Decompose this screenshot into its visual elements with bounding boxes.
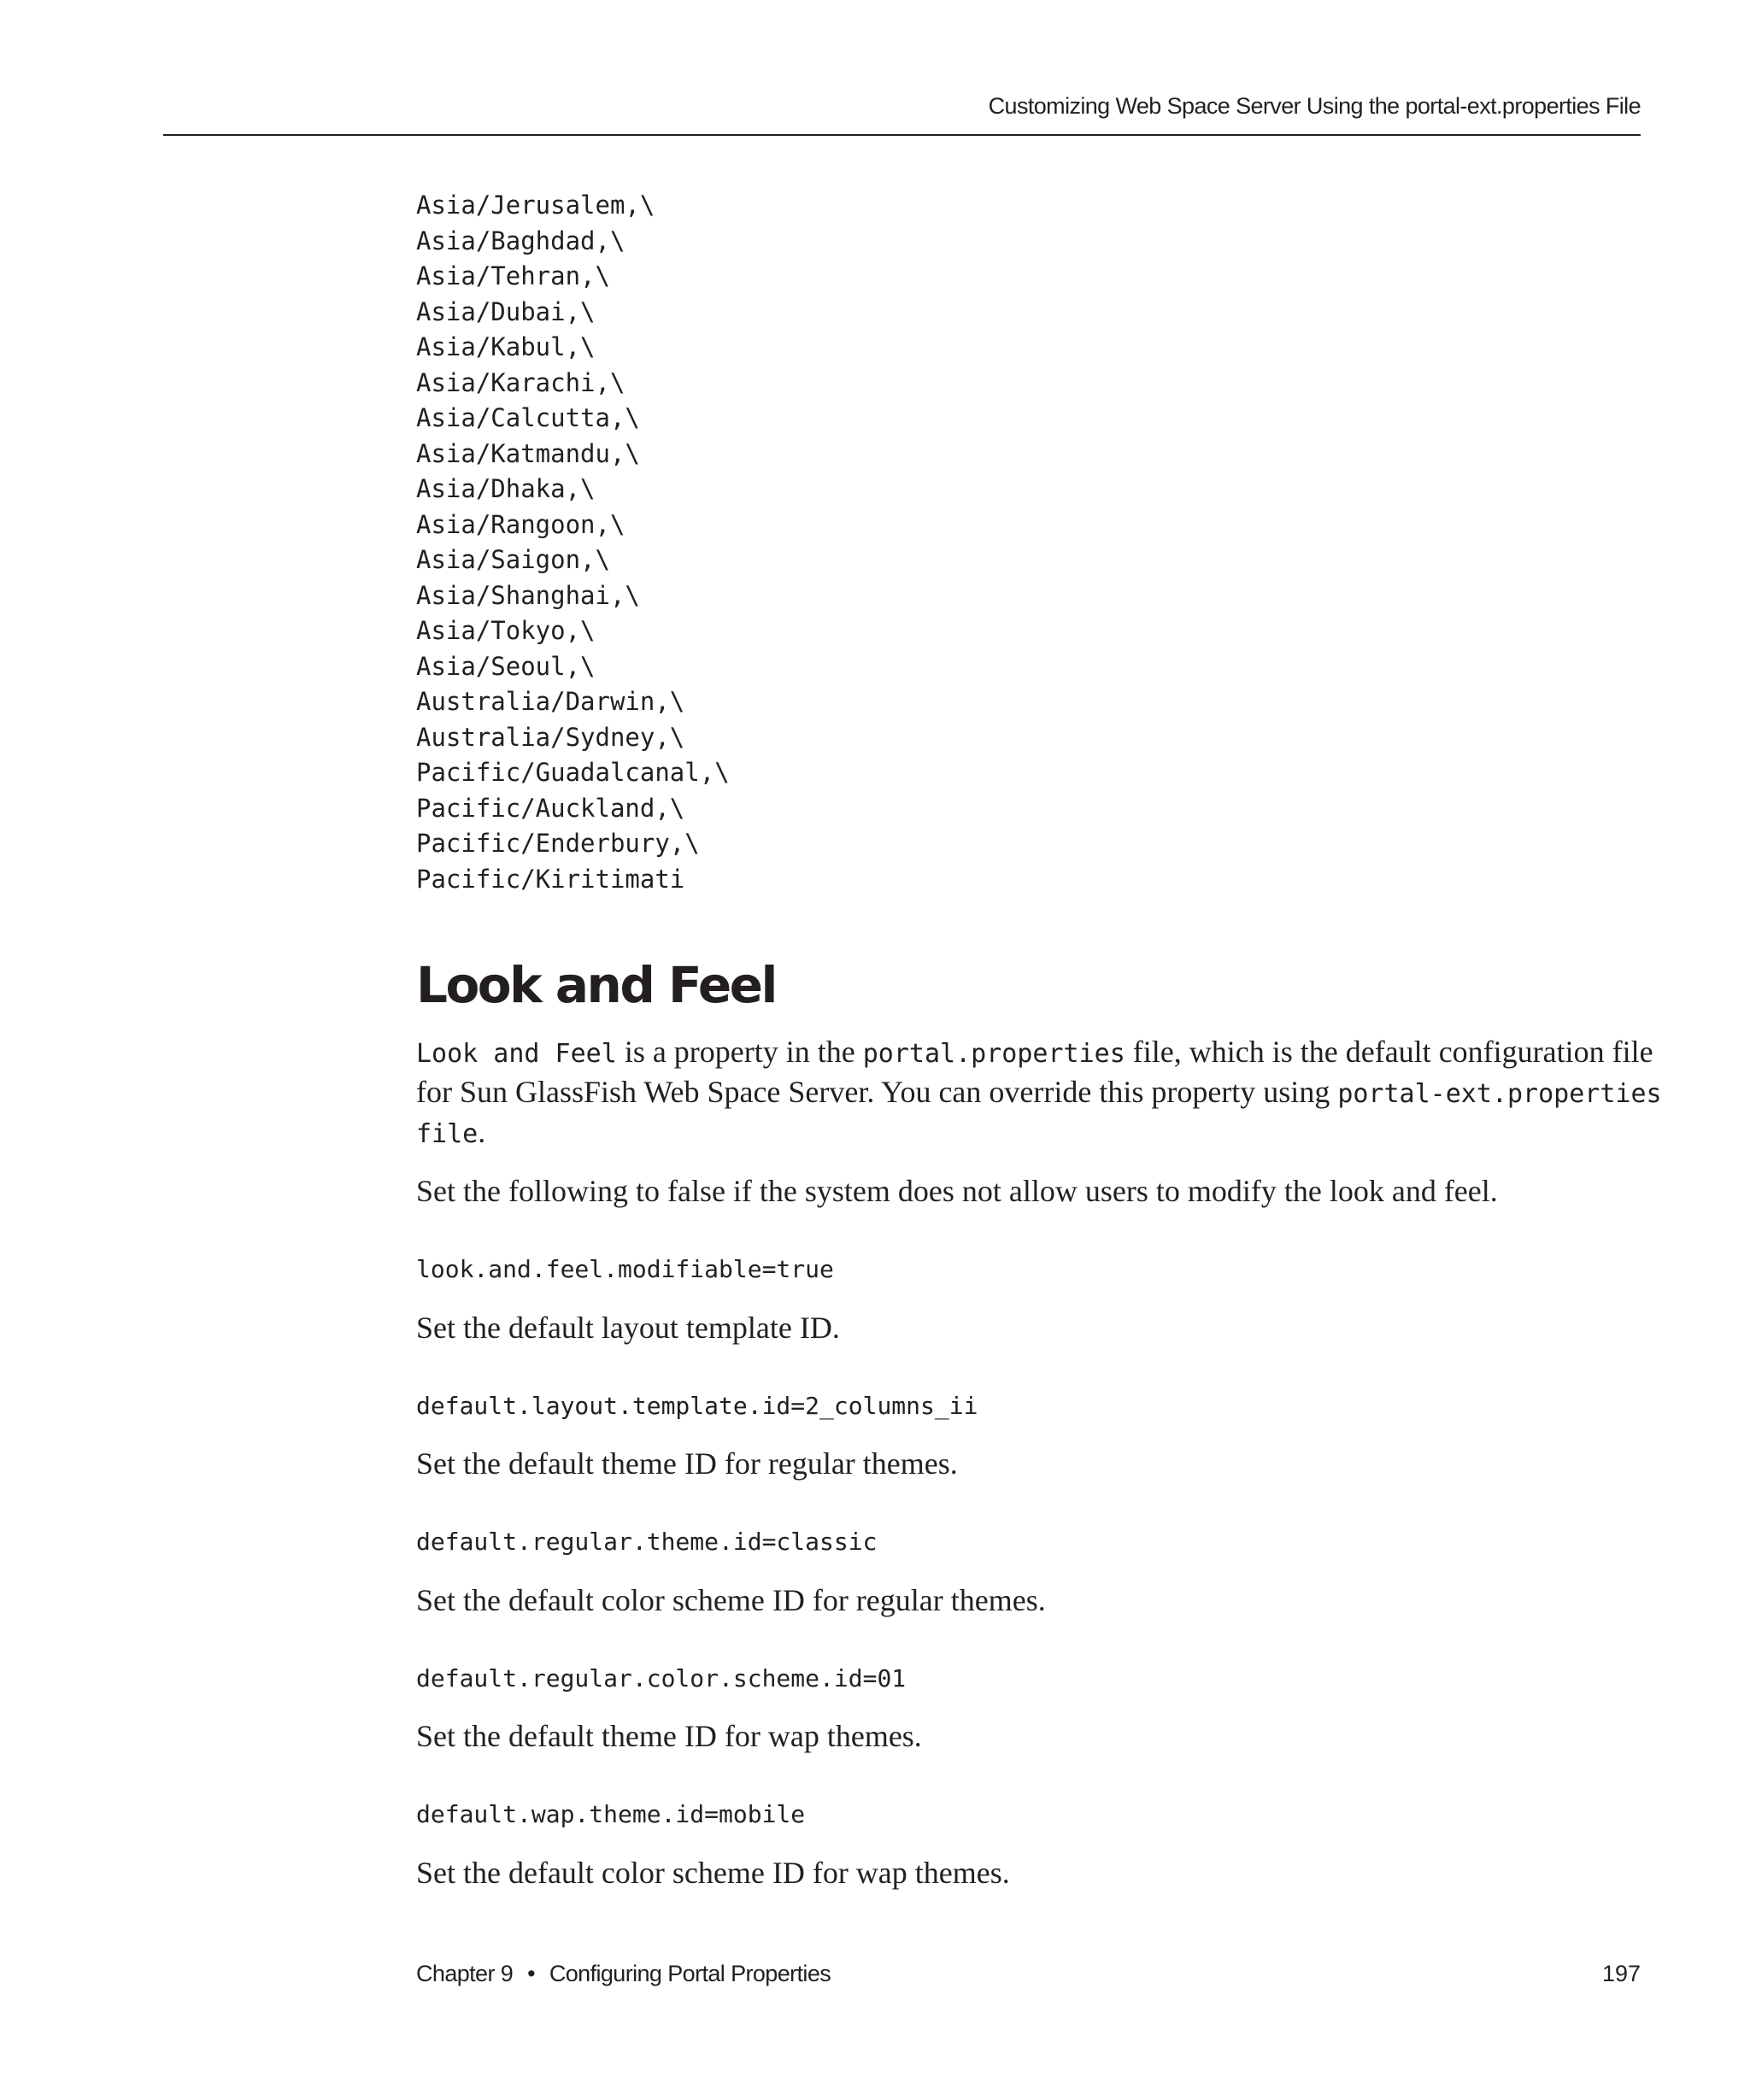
timezone-line: Asia/Tehran,\ <box>416 261 610 290</box>
property-description: Set the default color scheme ID for regular themes. <box>416 1583 1046 1617</box>
timezone-line: Australia/Darwin,\ <box>416 687 685 716</box>
timezone-line: Asia/Dhaka,\ <box>416 474 596 503</box>
timezone-list <box>416 188 730 897</box>
property-description: Set the default theme ID for wap themes. <box>416 1719 922 1753</box>
property-description: Set the default color scheme ID for wap themes. <box>416 1856 1010 1890</box>
inline-code: Look and Feel <box>416 1039 617 1069</box>
property-description: Set the default theme ID for regular themes. <box>416 1446 958 1481</box>
timezone-line: Asia/Dubai,\ <box>416 296 596 326</box>
intro-text: . <box>478 1115 486 1149</box>
timezone-line: Pacific/Auckland,\ <box>416 793 685 823</box>
timezone-line: Asia/Jerusalem,\ <box>416 191 655 220</box>
timezone-line: Asia/Saigon,\ <box>416 545 610 574</box>
timezone-line: Pacific/Enderbury,\ <box>416 829 700 858</box>
property-description: Set the following to false if the system does not allow users to modify the look and feel. <box>416 1174 1498 1208</box>
property-description: Set the default layout template ID. <box>416 1311 840 1345</box>
separator-bullet: • <box>527 1961 535 1986</box>
property-code: default.wap.theme.id=mobile <box>416 1800 806 1828</box>
property-code: look.and.feel.modifiable=true <box>416 1255 834 1283</box>
timezone-line: Asia/Tokyo,\ <box>416 616 596 645</box>
section-title: Look and Feel <box>416 956 776 1014</box>
property-code: default.layout.template.id=2_columns_ii <box>416 1392 978 1420</box>
header-rule <box>163 134 1641 136</box>
running-footer <box>416 1956 831 1991</box>
timezone-line: Pacific/Guadalcanal,\ <box>416 758 730 787</box>
inline-code: portal.properties <box>862 1039 1125 1069</box>
property-code: default.regular.color.scheme.id=01 <box>416 1664 907 1692</box>
property-code: default.regular.theme.id=classic <box>416 1528 878 1556</box>
timezone-line: Asia/Katmandu,\ <box>416 438 640 468</box>
timezone-line: Pacific/Kiritimati <box>416 864 685 894</box>
timezone-line: Australia/Sydney,\ <box>416 722 685 752</box>
intro-text: is a property in the <box>616 1035 863 1069</box>
timezone-line: Asia/Seoul,\ <box>416 651 596 681</box>
intro-text: file, which is the default configuration file for Sun GlassFish Web Space Server. You can override this property using <box>416 1035 1653 1109</box>
chapter-title: Configuring Portal Properties <box>549 1961 831 1986</box>
running-header: Customizing Web Space Server Using the portal-ext.properties File <box>988 93 1641 119</box>
inline-code: portal-ext.properties file <box>416 1079 1662 1149</box>
timezone-line: Asia/Baghdad,\ <box>416 226 625 255</box>
chapter-label: Chapter 9 <box>416 1961 514 1986</box>
timezone-line: Asia/Rangoon,\ <box>416 509 625 539</box>
timezone-line: Asia/Shanghai,\ <box>416 580 640 610</box>
timezone-line: Asia/Kabul,\ <box>416 332 596 361</box>
intro-paragraph <box>416 1033 1664 1153</box>
timezone-line: Asia/Calcutta,\ <box>416 403 640 432</box>
timezone-line: Asia/Karachi,\ <box>416 367 625 397</box>
page-number: 197 <box>1601 1961 1641 1986</box>
